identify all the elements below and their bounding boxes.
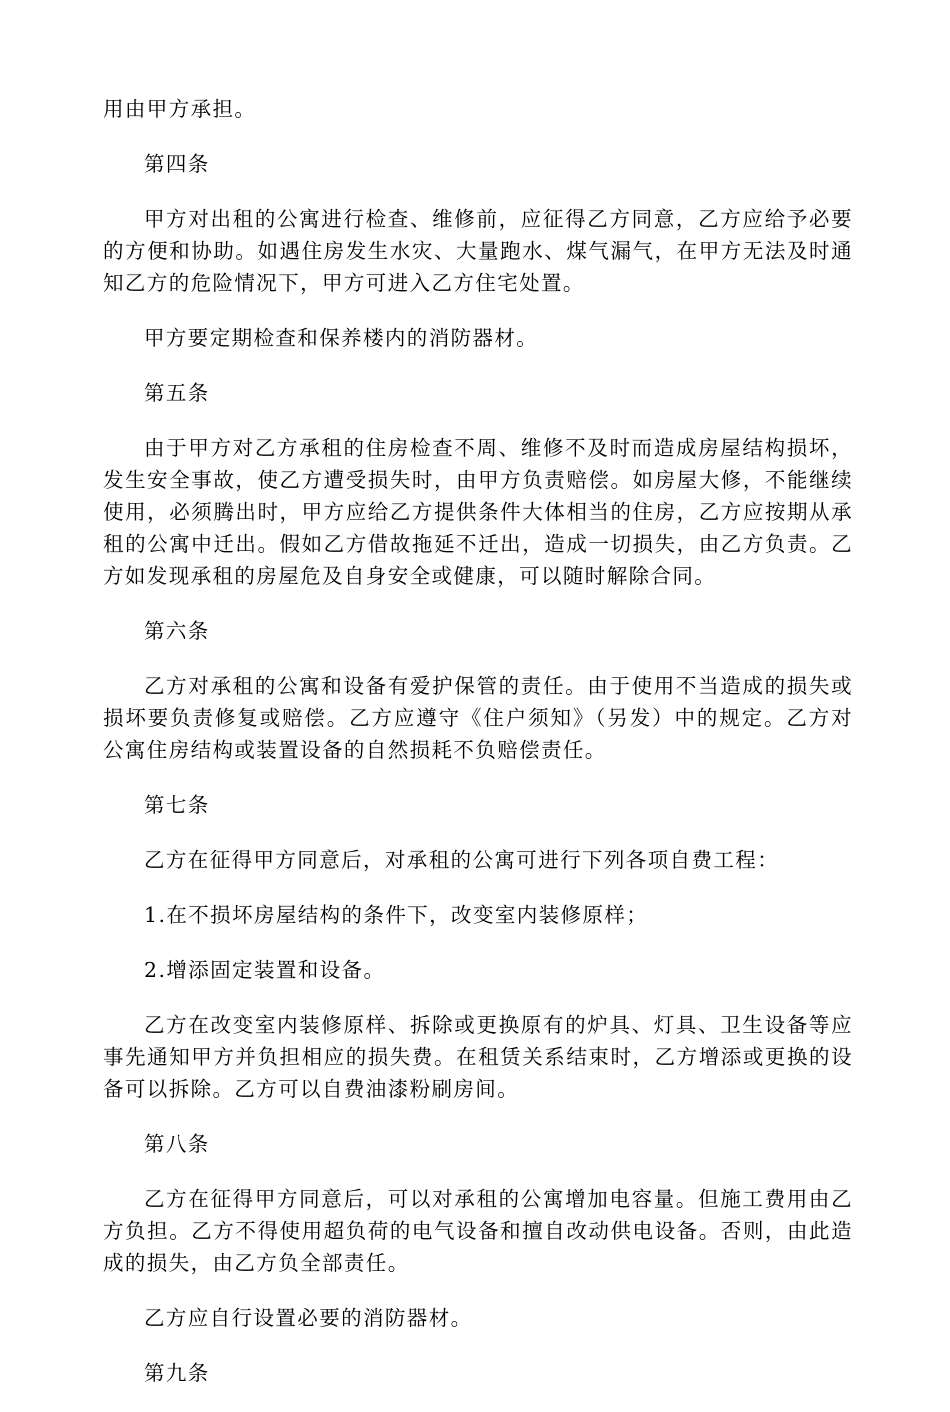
article-heading-8: 第八条 (144, 1132, 210, 1156)
paragraph: 乙方在改变室内装修原样、拆除或更换原有的炉具、灯具、卫生设备等应事先通知甲方并负担相应的损失费。在租赁关系结束时，乙方增添或更换的设备可以拆除。乙方可以自费油漆粉刷房间。 (103, 1013, 853, 1101)
paragraph: 乙方在征得甲方同意后，可以对承租的公寓增加电容量。但施工费用由乙方负担。乙方不得使用超负荷的电气设备和擅自改动供电设备。否则，由此造成的损失，由乙方负全部责任。 (103, 1187, 853, 1275)
paragraph: 由于甲方对乙方承租的住房检查不周、维修不及时而造成房屋结构损坏，发生安全事故，使乙方遭受损失时，由甲方负责赔偿。如房屋大修，不能继续使用，必须腾出时，甲方应给乙方提供条件大体相当的住房，乙方应按期从承租的公寓中迁出。假如乙方借故拖延不迁出，造成一切损失，由乙方负责。乙方如发现承租的房屋危及自身安全或健康，可以随时解除合同。 (103, 436, 853, 588)
paragraph: 乙方对承租的公寓和设备有爱护保管的责任。由于使用不当造成的损失或损坏要负责修复或赔偿。乙方应遵守《住户须知》（另发）中的规定。乙方对公寓住房结构或装置设备的自然损耗不负赔偿责任。 (103, 674, 853, 762)
list-item: 2.增添固定装置和设备。 (144, 958, 386, 982)
paragraph: 甲方对出租的公寓进行检查、维修前，应征得乙方同意，乙方应给予必要的方便和协助。如遇住房发生水灾、大量跑水、煤气漏气，在甲方无法及时通知乙方的危险情况下，甲方可进入乙方住宅处置。 (103, 207, 853, 295)
article-heading-9: 第九条 (144, 1361, 210, 1385)
paragraph: 乙方应自行设置必要的消防器材。 (144, 1306, 473, 1330)
article-heading-4: 第四条 (144, 152, 210, 176)
list-item: 1.在不损坏房屋结构的条件下，改变室内装修原样； (144, 903, 649, 927)
article-heading-7: 第七条 (144, 793, 210, 817)
article-heading-6: 第六条 (144, 619, 210, 643)
paragraph: 甲方要定期检查和保养楼内的消防器材。 (144, 326, 539, 350)
paragraph-continuation: 用由甲方承担。 (103, 97, 257, 121)
document-body (103, 93, 853, 1412)
paragraph: 乙方在征得甲方同意后，对承租的公寓可进行下列各项自费工程： (144, 848, 780, 872)
article-heading-5: 第五条 (144, 381, 210, 405)
